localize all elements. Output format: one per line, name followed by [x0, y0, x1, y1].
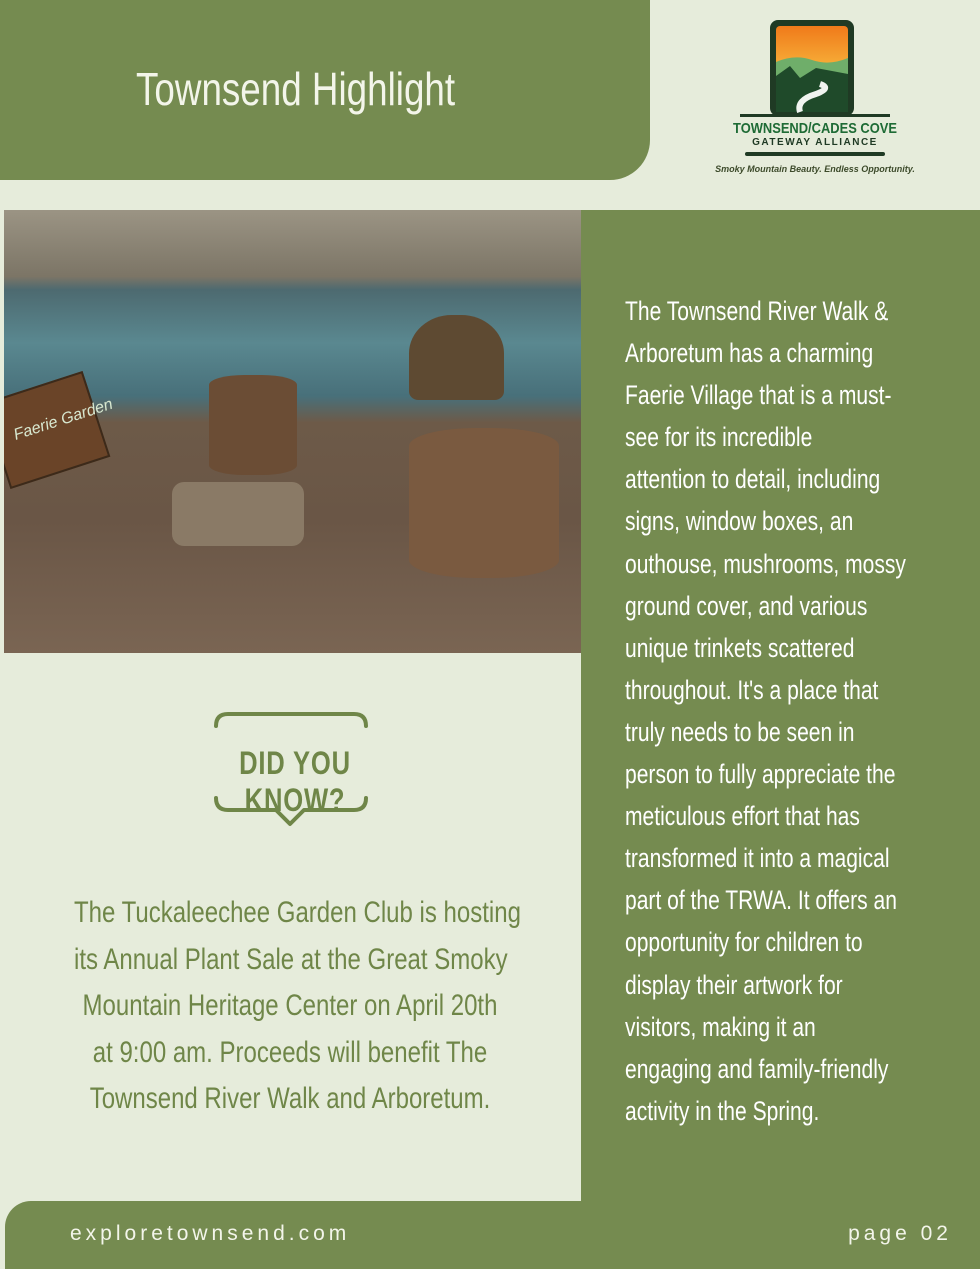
article-line: attention to detail, including	[625, 464, 881, 495]
article-line: display their artwork for	[625, 969, 843, 1000]
page-number: page 02	[848, 1222, 952, 1245]
logo-tagline: Smoky Mountain Beauty. Endless Opportunity.	[715, 164, 915, 174]
tree-stump	[409, 428, 559, 578]
article-line: outhouse, mushrooms, mossy	[625, 548, 906, 579]
article-line: engaging and family-friendly	[625, 1053, 889, 1084]
article-line: visitors, making it an	[625, 1011, 816, 1042]
article-line: truly needs to be seen in	[625, 716, 855, 747]
did-you-know-heading: DID YOU KNOW?	[239, 745, 351, 818]
page-title: Townsend Highlight	[136, 63, 456, 115]
article-line: Arboretum has a charming	[625, 338, 874, 369]
article-line: activity in the Spring.	[625, 1095, 820, 1126]
note-line: Townsend River Walk and Arboretum.	[89, 1082, 491, 1115]
tree-stump	[209, 375, 297, 475]
logo-emblem-icon	[700, 18, 930, 128]
article-line: unique trinkets scattered	[625, 632, 855, 663]
article-line: signs, window boxes, an	[625, 506, 854, 537]
faerie-garden-sign	[4, 371, 115, 489]
article-line: see for its incredible	[625, 422, 813, 453]
log	[172, 482, 304, 546]
article-line: ground cover, and various	[625, 590, 868, 621]
article-line: opportunity for children to	[625, 927, 863, 958]
logo-subtitle: GATEWAY ALLIANCE	[752, 137, 878, 148]
article-text	[625, 290, 906, 1132]
sign-text: Faerie Garden	[11, 395, 115, 444]
article-line: part of the TRWA. It offers an	[625, 885, 897, 916]
article-line: person to fully appreciate the	[625, 759, 896, 790]
logo-name: TOWNSEND/CADES COVE	[733, 120, 897, 137]
website-link[interactable]: exploretownsend.com	[70, 1222, 351, 1245]
note-line: Mountain Heritage Center on April 20th	[82, 989, 498, 1022]
article-line: throughout. It's a place that	[625, 674, 879, 705]
article-line: meticulous effort that has	[625, 801, 860, 832]
article-line: Faerie Village that is a must-	[625, 380, 892, 411]
note-line: The Tuckaleechee Garden Club is hosting	[74, 896, 521, 929]
gateway-alliance-logo	[700, 18, 930, 183]
did-you-know-text	[20, 890, 560, 1123]
note-line: at 9:00 am. Proceeds will benefit The	[92, 1035, 488, 1069]
note-line: its Annual Plant Sale at the Great Smoky	[74, 942, 508, 976]
article-line: The Townsend River Walk &	[625, 296, 889, 326]
logo-divider	[745, 152, 885, 156]
article-line: transformed it into a magical	[625, 843, 890, 874]
faerie-village-photo	[4, 210, 581, 653]
birdhouse	[409, 315, 504, 400]
